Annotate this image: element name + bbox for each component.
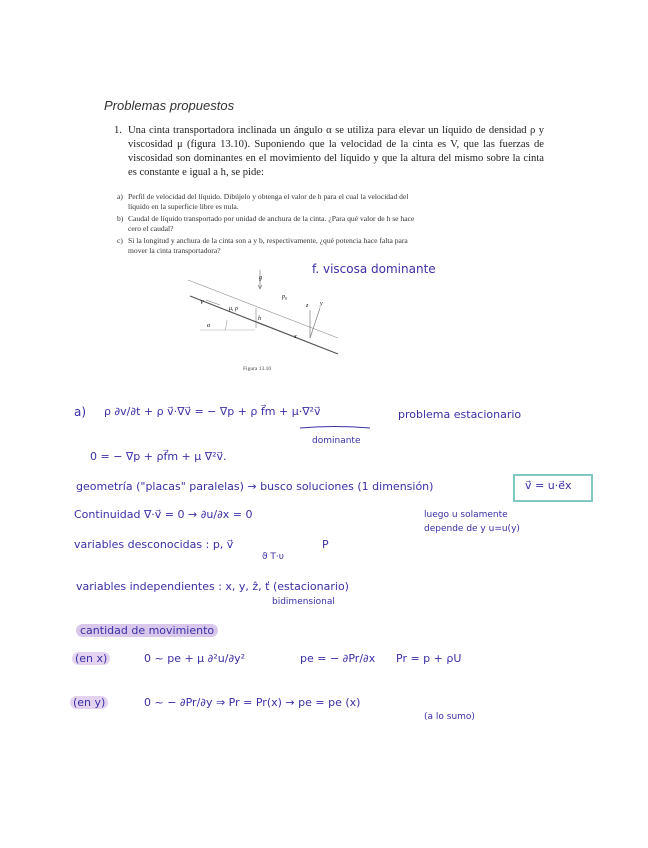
alpha-label: α bbox=[207, 323, 211, 329]
note-stationary-problem: problema estacionario bbox=[398, 408, 522, 421]
note-geometry: geometría ("placas" paralelas) → busco soluciones (1 dimensión) bbox=[76, 480, 434, 493]
g-label: g bbox=[259, 275, 262, 281]
note-bidimensional: bidimensional bbox=[272, 597, 335, 607]
note-viscous-dominant: f. viscosa dominante bbox=[312, 262, 436, 276]
note-momentum-title bbox=[76, 624, 218, 637]
note-pe-def: pe = − ∂Pr/∂x bbox=[300, 652, 376, 665]
note-unknowns: variables desconocidas : p, v⃗ bbox=[74, 538, 234, 551]
part-text: Caudal de líquido transportado por unidad de anchura de la cinta. ¿Para qué valor de h se hace cero el caudal? bbox=[128, 214, 415, 233]
note-unknowns-p: P bbox=[322, 538, 329, 551]
in-y-highlight: (en y) bbox=[70, 696, 108, 709]
note-reduced-eq: 0 = − ∇p + ρf⃗m + μ ∇²v⃗. bbox=[90, 450, 227, 463]
note-unknowns-sub: ϑ T·υ bbox=[262, 552, 284, 562]
problem-text: Una cinta transportadora inclinada un ángulo α se utiliza para elevar un líquido de densidad ρ y viscosidad μ (figura 13.10). Suponiendo que la velocidad de la cinta es V, que las fuerzas de viscosidad son dominantes en el movimiento del líquido y que la altura del mismo sobre la cinta es constante e igual a h, se pide: bbox=[128, 125, 544, 178]
note-pr-def: Pr = p + ρU bbox=[396, 652, 462, 665]
note-then-only: luego u solamente bbox=[424, 510, 508, 520]
figure-caption: Figura 13.10 bbox=[243, 366, 272, 372]
z-label: z bbox=[306, 303, 309, 309]
section-title: Problemas propuestos bbox=[104, 98, 235, 113]
problem-number: 1. bbox=[114, 125, 122, 136]
note-continuity: Continuidad ∇·v⃗ = 0 → ∂u/∂x = 0 bbox=[74, 508, 253, 521]
h-label: h bbox=[258, 316, 261, 322]
momentum-title-highlight: cantidad de movimiento bbox=[76, 624, 218, 637]
mu-rho-label: μ, ρ bbox=[229, 306, 238, 312]
pa-label-sub: a bbox=[285, 295, 287, 301]
part-text: Si la longitud y anchura de la cinta son a y b, respectivamente, ¿qué potencia hace falta para mover la cinta transportadora? bbox=[128, 236, 408, 255]
note-dominant: dominante bbox=[312, 436, 361, 446]
x-label: x bbox=[294, 334, 297, 340]
v-label: V bbox=[200, 300, 204, 306]
part-label: a) bbox=[117, 192, 123, 201]
note-boxed-velocity: v⃗ = u·e⃗x bbox=[525, 479, 572, 492]
part-label: c) bbox=[117, 236, 123, 245]
part-text: Perfil de velocidad del líquido. Dibújelo y obtenga el valor de h para el cual la velocidad del líquido en la superficie libre es nula. bbox=[128, 192, 409, 211]
note-in-y bbox=[70, 696, 108, 709]
note-x-eq: 0 ~ pe + μ ∂²u/∂y² bbox=[144, 652, 246, 665]
note-momentum-eq: ρ ∂v/∂t + ρ v⃗·∇v⃗ = − ∇p + ρ f⃗m + μ·∇²v⃗ bbox=[104, 405, 321, 418]
part-label: b) bbox=[117, 214, 124, 223]
note-in-x bbox=[72, 652, 110, 665]
note-depends: depende de y u=u(y) bbox=[424, 524, 520, 534]
note-y-eq: 0 ~ − ∂Pr/∂y ⇒ Pr = Pr(x) → pe = pe (x) bbox=[144, 696, 361, 709]
note-at-most: (a lo sumo) bbox=[424, 712, 475, 722]
underline-stroke bbox=[300, 427, 370, 429]
y-label: y bbox=[320, 301, 323, 307]
note-independents: variables independientes : x, y, ẑ, ť (estacionario) bbox=[76, 580, 349, 593]
note-part-a: a) bbox=[74, 405, 87, 419]
pa-label-main: p bbox=[282, 294, 285, 300]
in-x-highlight: (en x) bbox=[72, 652, 110, 665]
